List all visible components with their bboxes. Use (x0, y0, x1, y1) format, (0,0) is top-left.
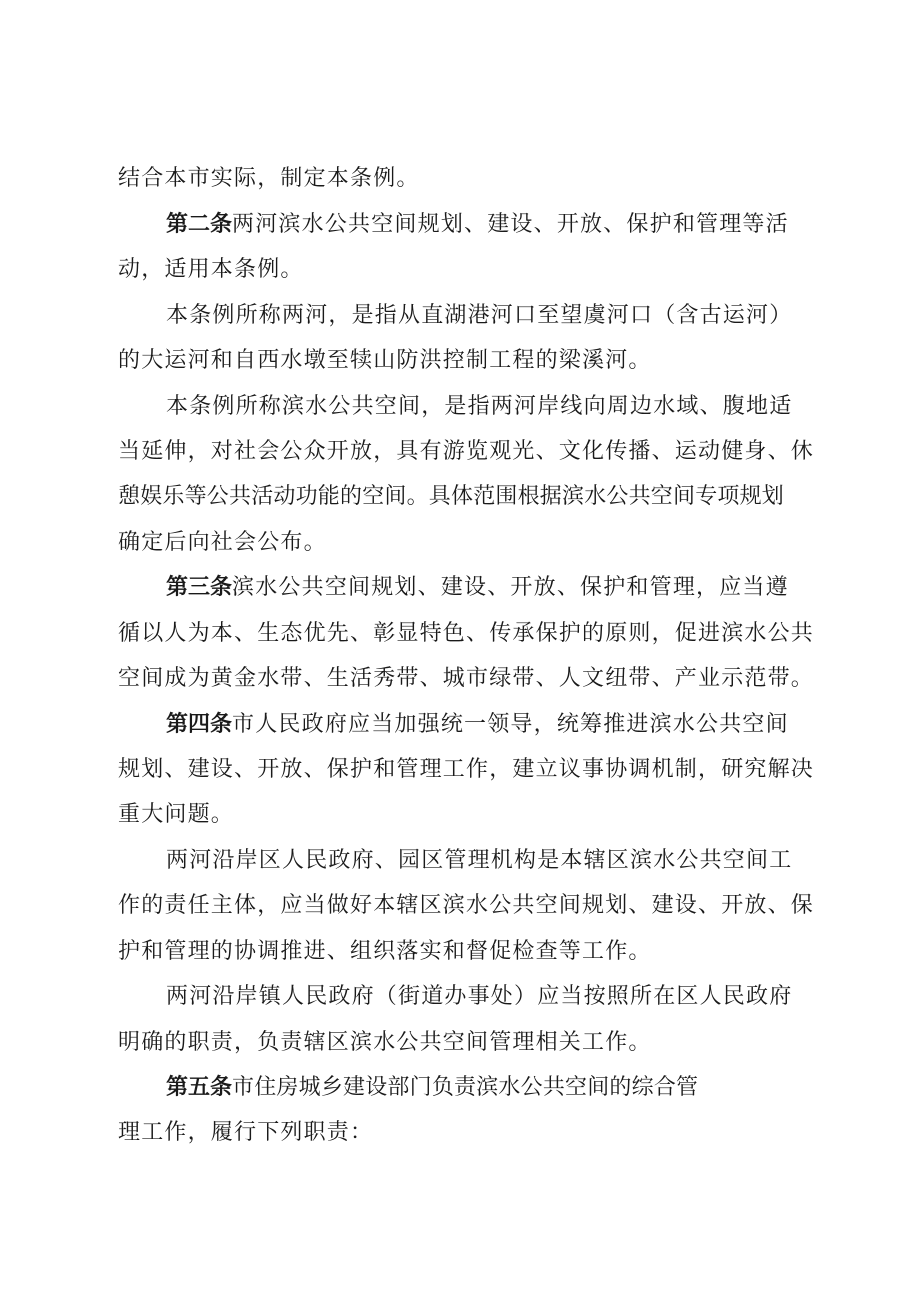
text-line: 两河沿岸区人民政府、园区管理机构是本辖区滨水公共空间工 (166, 848, 793, 873)
text-line: 规划、建设、开放、保护和管理工作，建立议事协调机制，研究解决 (118, 757, 815, 782)
text-line: 结合本市实际，制定本条例。 (118, 166, 420, 191)
text-line: 第二条两河滨水公共空间规划、建设、开放、保护和管理等活 (166, 212, 789, 237)
article-number: 第二条 (166, 212, 233, 237)
text-line: 第三条滨水公共空间规划、建设、开放、保护和管理，应当遵 (166, 575, 789, 600)
text-line: 本条例所称两河，是指从直湖港河口至望虞河口（含古运河） (166, 303, 793, 328)
text-line: 本条例所称滨水公共空间，是指两河岸线向周边水域、腹地适 (166, 394, 793, 419)
text-line: 空间成为黄金水带、生活秀带、城市绿带、人文纽带、产业示范带。 (118, 666, 815, 691)
text-line: 明确的职责，负责辖区滨水公共空间管理相关工作。 (118, 1030, 652, 1055)
text-line: 确定后向社会公布。 (118, 530, 327, 555)
text-line: 第四条市人民政府应当加强统一领导，统筹推进滨水公共空间 (166, 712, 789, 737)
text-line: 理工作，履行下列职责： (118, 1120, 374, 1145)
article-number: 第四条 (166, 712, 233, 737)
text-line: 动，适用本条例。 (118, 257, 304, 282)
text-line: 循以人为本、生态优先、彰显特色、传承保护的原则，促进滨水公共 (118, 621, 815, 646)
article-number: 第五条 (166, 1075, 233, 1100)
text-line: 的大运河和自西水墩至犊山防洪控制工程的梁溪河。 (118, 348, 652, 373)
article-number: 第三条 (166, 575, 233, 600)
text-line: 护和管理的协调推进、组织落实和督促检查等工作。 (118, 939, 652, 964)
text-line: 憩娱乐等公共活动功能的空间。具体范围根据滨水公共空间专项规划 (118, 484, 785, 509)
text-line: 当延伸，对社会公众开放，具有游览观光、文化传播、运动健身、休 (118, 439, 815, 464)
text-line: 重大问题。 (118, 802, 235, 827)
text-line: 两河沿岸镇人民政府（街道办事处）应当按照所在区人民政府 (166, 984, 793, 1009)
text-line: 第五条市住房城乡建设部门负责滨水公共空间的综合管 (166, 1075, 699, 1100)
text-line: 作的责任主体，应当做好本辖区滨水公共空间规划、建设、开放、保 (118, 893, 815, 918)
